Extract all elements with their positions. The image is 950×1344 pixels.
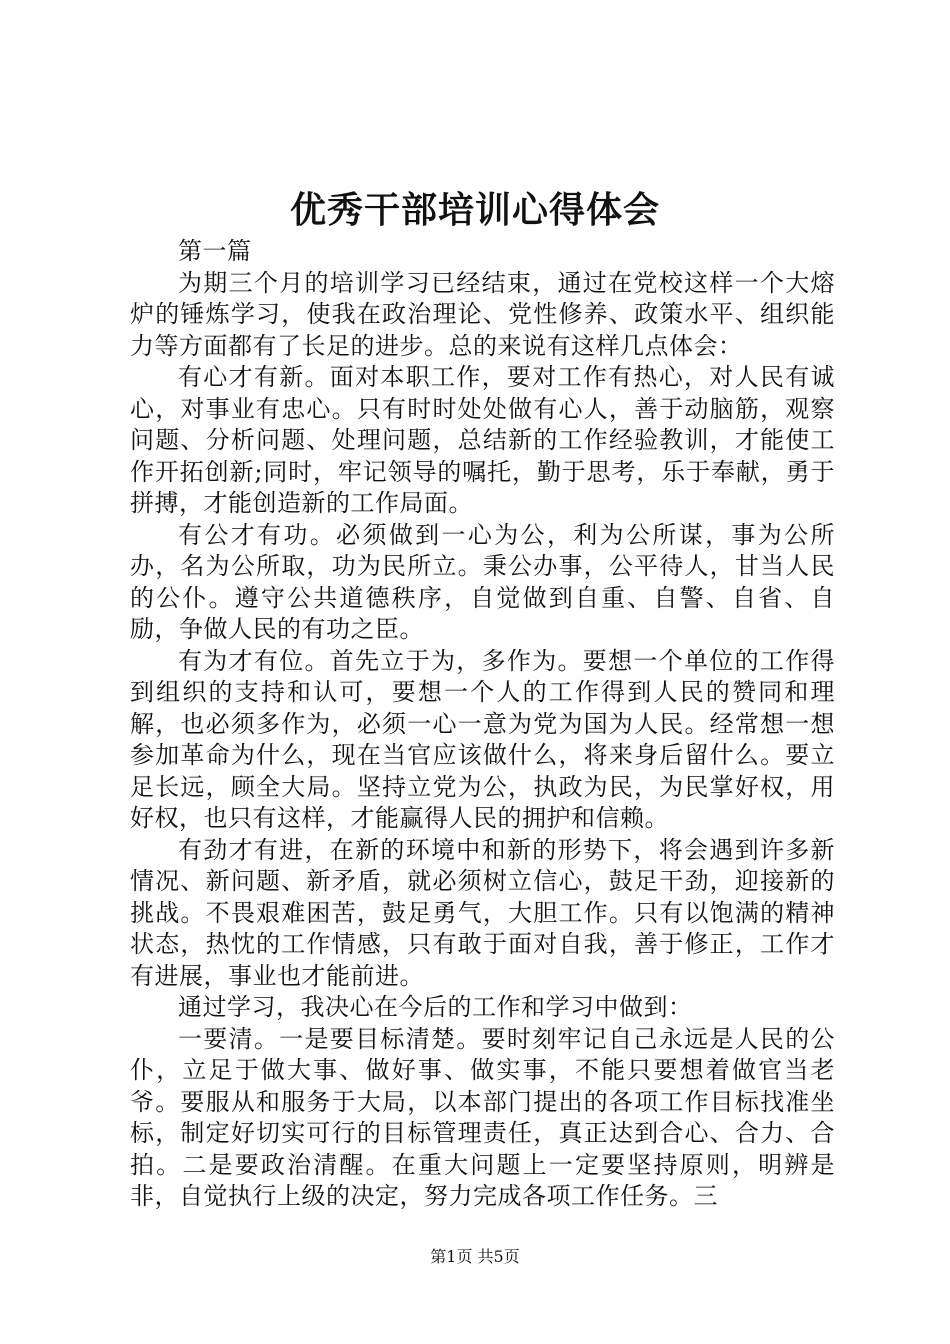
paragraph: 有为才有位。首先立于为，多作为。要想一个单位的工作得到组织的支持和认可，要想一个人的工作得到人民的赞同和理解，也必须多作为，必须一心一意为党为国为人民。经常想一想参加革命为什么，现在当官应该做什么，将来身后留什么。要立足长远，顾全大局。坚持立党为公，执政为民，为民掌好权，用好权，也只有这样，才能赢得人民的拥护和信赖。 [130, 646, 835, 832]
page-title: 优秀干部培训心得体会 [289, 189, 660, 231]
paragraph: 有公才有功。必须做到一心为公，利为公所谋，事为公所办，名为公所取，功为民所立。秉公办事，公平待人，甘当人民的公仆。遵守公共道德秩序，自觉做到自重、自警、自省、自励，争做人民的有功之臣。 [130, 520, 835, 643]
section-heading: 第一篇 [178, 237, 252, 265]
paragraph: 有心才有新。面对本职工作，要对工作有热心，对人民有诚心，对事业有忠心。只有时时处处做有心人，善于动脑筋，观察问题、分析问题、处理问题，总结新的工作经验教训，才能使工作开拓创新;同时，牢记领导的嘱托，勤于思考，乐于奉献，勇于拼搏，才能创造新的工作局面。 [130, 363, 835, 517]
page-footer: 第1页 共5页 [430, 1247, 520, 1266]
paragraph: 通过学习，我决心在今后的工作和学习中做到： [178, 993, 693, 1021]
paragraph: 有劲才有进，在新的环境中和新的形势下，将会遇到许多新情况、新问题、新矛盾，就必须树立信心，鼓足干劲，迎接新的挑战。不畏艰难困苦，鼓足勇气，大胆工作。只有以饱满的精神状态，热忱的工作情感，只有敢于面对自我，善于修正，工作才有进展，事业也才能前进。 [130, 835, 835, 990]
paragraph: 为期三个月的培训学习已经结束，通过在党校这样一个大熔炉的锤炼学习，使我在政治理论、党性修养、政策水平、组织能力等方面都有了长足的进步。总的来说有这样几点体会： [130, 268, 835, 360]
paragraph: 一要清。一是要目标清楚。要时刻牢记自己永远是人民的公仆，立足于做大事、做好事、做实事，不能只要想着做官当老爷。要服从和服务于大局，以本部门提出的各项工作目标找准坐标，制定好切实可行的目标管理责任，真正达到合心、合力、合拍。二是要政治清醒。在重大问题上一定要坚持原则，明辨是非，自觉执行上级的决定，努力完成各项工作任务。三 [130, 1024, 835, 1210]
document-body [130, 236, 835, 1213]
